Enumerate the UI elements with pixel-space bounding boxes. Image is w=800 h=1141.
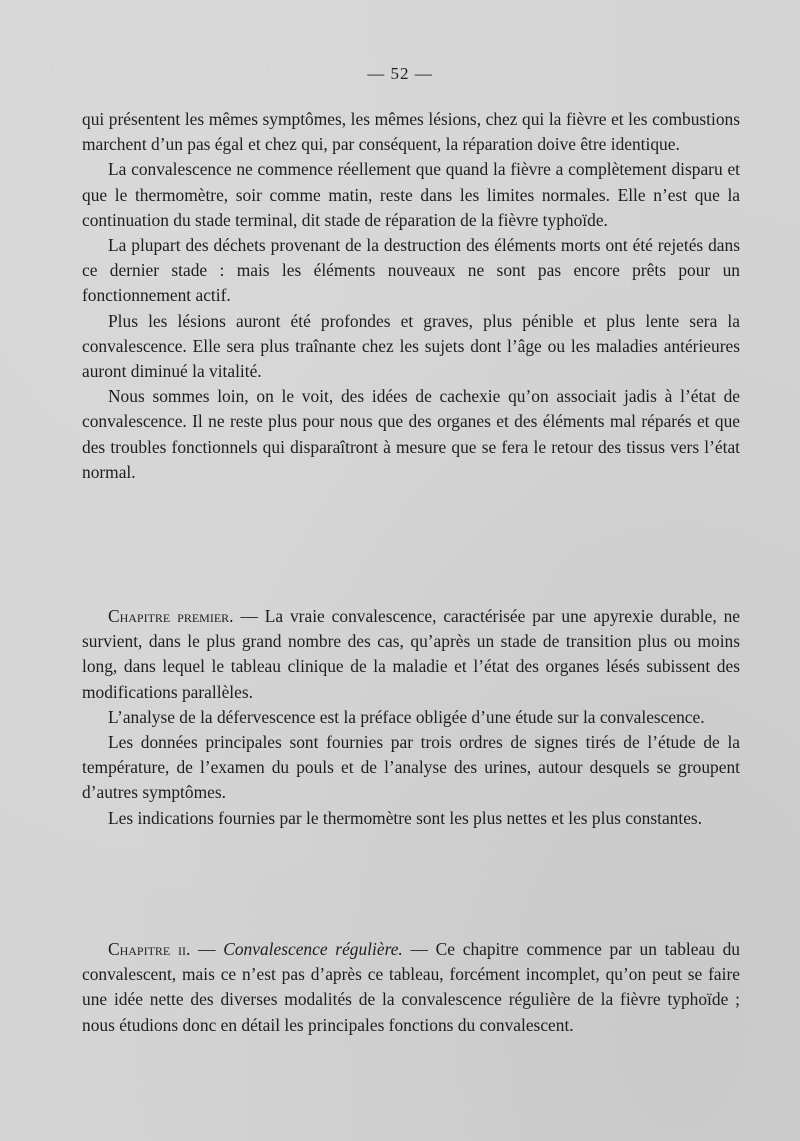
chapter-1-summary bbox=[82, 604, 740, 831]
chapter-2-title: Convalescence régulière. bbox=[223, 939, 403, 959]
paragraph: Les indications fournies par le thermomètre sont les plus nettes et les plus constantes. bbox=[108, 807, 703, 828]
chapter-2-label: Chapitre ii. bbox=[108, 939, 191, 959]
paragraph: La plupart des déchets provenant de la destruction des éléments morts ont été rejetés dans ce dernier stade : mais les éléments nouveaux ne sont pas encore prêts pour un fonctionnement actif. bbox=[82, 235, 740, 306]
chapter-2-text: — Ce chapitre commence par un tableau du convalescent, mais ce n’est pas d’après ce tableau, forcément incomplet, qu’on peut se faire une idée nette des diverses modalités de la convalescence régulière de la fièvre typhoïde ; nous étudions donc en détail les principales fonctions du convalescent. bbox=[82, 939, 741, 1035]
chapter-1-label: Chapitre premier. bbox=[108, 606, 234, 626]
paragraph: qui présentent les mêmes symptômes, les mêmes lésions, chez qui la fièvre et les combustions marchent d’un pas égal et chez qui, par conséquent, la réparation doive être identique. bbox=[82, 109, 740, 155]
page-number: — 52 — bbox=[367, 64, 433, 83]
paragraph bbox=[82, 937, 740, 1038]
chapter-2-dash: — bbox=[190, 939, 224, 959]
intro-section bbox=[82, 107, 740, 485]
paragraph: La convalescence ne commence réellement que quand la fièvre a complètement disparu et que le thermomètre, soir comme matin, reste dans les limites normales. Elle n’est que la continuation du stade terminal, dit stade de réparation de la fièvre typhoïde. bbox=[82, 159, 740, 230]
paragraph bbox=[82, 604, 740, 705]
paragraph: Nous sommes loin, on le voit, des idées de cachexie qu’on associait jadis à l’état de convalescence. Il ne reste plus pour nous que des organes et des éléments mal réparés et que des troubles fonctionnels qui disparaîtront à mesure que se fera le retour des tissus vers l’état normal. bbox=[82, 386, 740, 482]
paragraph: Plus les lésions auront été profondes et graves, plus pénible et plus lente sera la convalescence. Elle sera plus traînante chez les sujets dont l’âge ou les maladies antérieures auront diminué la vitalité. bbox=[82, 310, 740, 382]
chapter-2-summary bbox=[82, 937, 740, 1038]
paragraph: L’analyse de la défervescence est la préface obligée d’une étude sur la convalescence. bbox=[108, 706, 705, 727]
paragraph: Les données principales sont fournies par trois ordres de signes tirés de l’étude de la température, de l’examen du pouls et de l’analyse des urines, autour desquels se groupent d’autres symptômes. bbox=[82, 732, 740, 803]
chapter-1-text: — La vraie convalescence, caractérisée par une apyrexie durable, ne survient, dans le plus grand nombre des cas, qu’après un stade de transition plus ou moins long, dans lequel le tableau clinique de la maladie et l’état des organes lésés subissent des modifications parallèles. bbox=[82, 606, 740, 702]
